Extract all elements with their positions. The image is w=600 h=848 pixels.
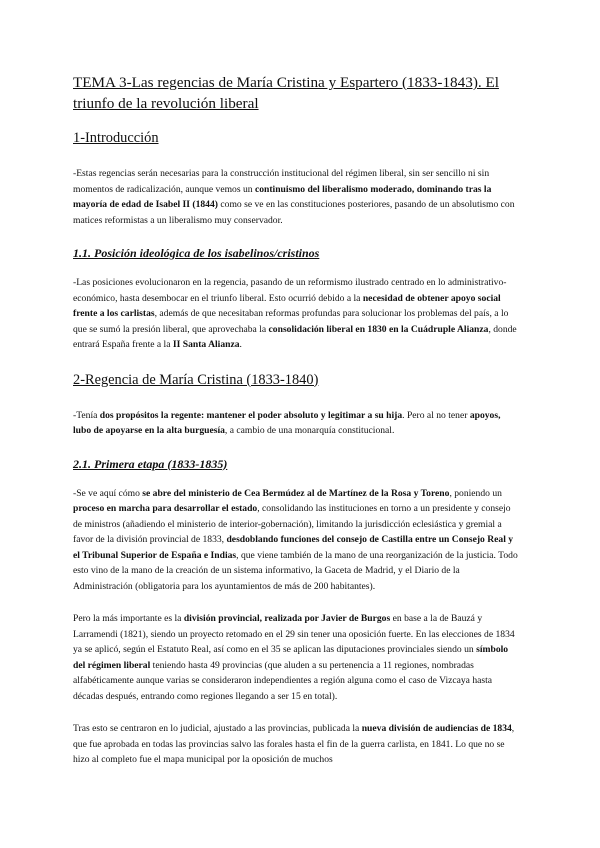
paragraph-primera-etapa: -Se ve aquí cómo se abre del ministerio de Cea Bermúdez al de Martínez de la Rosa y Toreno, poniendo un proceso en marcha para desarrollar el estado, consolidando las instituciones en torno a un presidente y consejo de ministros (añadiendo el ministerio de interior-gobernación), limitando la jurisdicción eclesiástica y gremial a favor de la división provincial de 1833, desdoblando funciones del consejo de Castilla entre un Consejo Real y el Tribunal Superior de España e Indias, que viene también de la mano de una reorganización de la justicia. Todo esto vino de la mano de la creación de un sistema informativo, la Gaceta de Madrid, y el Diario de la Administración (obligatoria para los ayuntamientos de más de 200 habitantes). bbox=[73, 487, 518, 592]
document-body bbox=[73, 72, 520, 785]
section-heading-introduccion: 1-Introducción bbox=[73, 130, 159, 146]
paragraph-introduccion: -Estas regencias serán necesarias para la construcción institucional del régimen liberal, sin ser sencillo ni sin momentos de radicalización, aunque vemos un continuismo del liberalismo moderado, dominando tras la mayoría de edad de Isabel II (1844) como se ve en las constituciones posteriores, pasando de un absolutismo con matices reformistas a un liberalismo muy conservador. bbox=[73, 168, 515, 226]
paragraph-division-provincial: Pero la más importante es la división provincial, realizada por Javier de Burgos en base a la de Bauzá y Larramendi (1821), siendo un proyecto retomado en el 29 sin tener una oposición fuerte. En las elecciones de 1834 ya se aplicó, según el Estatuto Real, así como en el 35 se aplican las diputaciones provinciales siendo un símbolo del régimen liberal teniendo hasta 49 provincias (que aluden a su pertenencia a 11 regiones, nombradas alfabéticamente aunque varias se consideraron independientes a región alguna como el caso de Vizcaya hasta décadas después, entrando como regiones llegando a ser 15 en total). bbox=[73, 613, 515, 702]
paragraph-propositos-regente: -Tenía dos propósitos la regente: mantener el poder absoluto y legitimar a su hija. Pero al no tener apoyos, lubo de apoyarse en la alta burguesía, a cambio de una monarquía constitucional. bbox=[73, 409, 501, 436]
subsection-heading-primera-etapa: 2.1. Primera etapa (1833-1835) bbox=[73, 456, 228, 471]
paragraph-division-audiencias: Tras esto se centraron en lo judicial, ajustado a las provincias, publicada la nueva división de audiencias de 1834, que fue aprobada en todas las provincias salvo las forales hasta el fin de la guerra carlista, en 1841. Lo que no se hizo al completo fue el mapa municipal por la oposición de muchos bbox=[73, 723, 515, 765]
document-title bbox=[73, 72, 520, 114]
title-line-2: triunfo de la revolución liberal bbox=[73, 95, 259, 112]
title-line-1: TEMA 3-Las regencias de María Cristina y Espartero (1833-1843). El bbox=[73, 74, 499, 91]
section-heading-regencia-maria-cristina: 2-Regencia de María Cristina (1833-1840) bbox=[73, 371, 319, 388]
subsection-heading-posicion-ideologica: 1.1. Posición ideológica de los isabelinos/cristinos bbox=[73, 246, 320, 260]
paragraph-posicion-ideologica: -Las posiciones evolucionaron en la regencia, pasando de un reformismo ilustrado centrado en lo administrativo-económico, hasta desembocar en el triunfo liberal. Esto ocurrió debido a la necesidad de obtener apoyo social frente a los carlistas, además de que necesitaban reformas profundas para solucionar los problemas del país, a lo que se sumó la presión liberal, que aprovechaba la consolidación liberal en 1830 en la Cuádruple Alianza, donde entrará España frente a la II Santa Alianza. bbox=[73, 277, 517, 350]
